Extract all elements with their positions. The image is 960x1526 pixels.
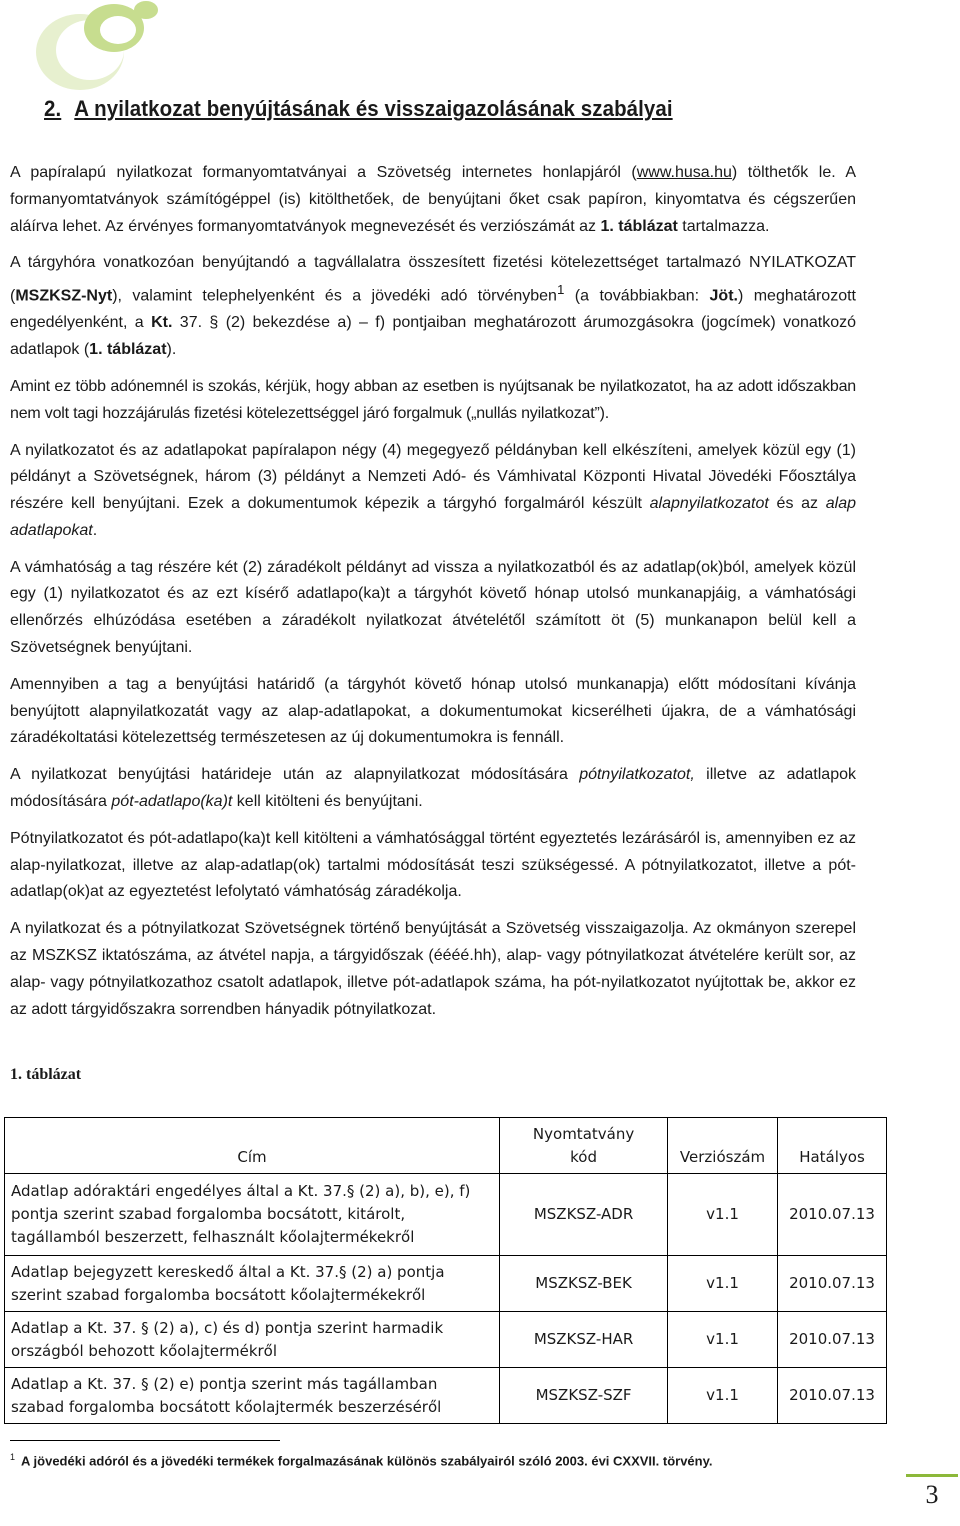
paragraph-2 — [10, 250, 856, 364]
row-effective: 2010.07.13 — [778, 1368, 887, 1424]
paragraph-1 — [10, 160, 856, 240]
p7-italic-1: pótnyilatkozatot, — [579, 766, 695, 784]
row-effective: 2010.07.13 — [778, 1174, 887, 1256]
section-number: 2. — [44, 96, 62, 121]
table-header-row — [5, 1118, 887, 1174]
row-version: v1.1 — [668, 1312, 778, 1368]
p7-text-c: kell kitölteni és benyújtani. — [232, 793, 423, 811]
paragraph-7 — [10, 762, 856, 816]
p1-text-a: A papíralapú nyilatkozat formanyomtatványai a Szövetség internetes honlapjáról ( — [10, 164, 637, 181]
footnote-mark: 1 — [10, 1452, 16, 1462]
p7-italic-2: pót-adatlapo(ka)t — [111, 793, 233, 811]
row-title: Adatlap a Kt. 37. § (2) e) pontja szerint más tagállamban szabad forgalomba bocsátott kőolajtermék beszerzéséről — [5, 1368, 500, 1424]
header-version: Verziószám — [668, 1118, 778, 1174]
p4-italic-1: alapnyilatkozatot — [649, 495, 769, 513]
table-row — [5, 1174, 887, 1256]
paragraph-6: Amennyiben a tag a benyújtási határidő (a tárgyhót követő hónap utolsó munkanapja) előtt módosítani kívánja benyújtott alapnyilatkozatát vagy az alap-adatlapokat, a dokumentumokat kicserélheti újakra, de a vámhatósági záradékoltatási kötelezettség természetesen az új dokumentumokra is fennáll. — [10, 675, 856, 747]
row-title: Adatlap adóraktári engedélyes által a Kt. 37.§ (2) a), b), e), f) pontja szerint szabad forgalomba bocsátott, kitárolt, tagállamból beszerzett, felhasznált kőolajtermékekről — [5, 1174, 500, 1256]
paragraph-4 — [10, 438, 856, 545]
p1-text-c: tartalmazza. — [677, 217, 770, 235]
page-number-accent — [906, 1474, 958, 1477]
p2-law-abbr: Jöt. — [709, 287, 738, 305]
p2-text-a: A tárgyhóra vonatkozóan benyújtandó a tagvállalatra összesített fizetési kötelezettséget tartalmazó NYILATKOZAT ( — [10, 254, 856, 305]
table-caption: 1. táblázat — [10, 1066, 82, 1083]
row-version: v1.1 — [668, 1256, 778, 1312]
section-heading — [44, 96, 862, 122]
row-title: Adatlap a Kt. 37. § (2) a), c) és d) pontja szerint harmadik országból behozott kőolajtermékről — [5, 1312, 500, 1368]
footnote — [10, 1452, 712, 1468]
green-circles-logo — [18, 0, 168, 92]
p2-form-code: MSZKSZ-Nyt — [15, 287, 113, 305]
paragraph-5: A vámhatóság a tag részére két (2) záradékolt példányt ad vissza a nyilatkozatból és az adatlap(ok)ból, amelyek közül egy (1) nyilatkozatot és az ezt kísérő adatlapo(ka)t a tárgyhót követő hónap utolsó munkanapjáig, a vámhatósági ellenőrzés elhúzódása esetében a záradékolt nyilatkozat átvételétől számított öt (5) munkanapon belül kell a Szövetségnek benyújtani. — [10, 558, 856, 657]
paragraph-8: Pótnyilatkozatot és pót-adatlapo(ka)t kell kitölteni a vámhatósággal történt egyeztetés lezárásáról is, amennyiben ez az alap-nyilatkozat, illetve az alap-adatlap(ok) tartalmi módosítását teszi szükségessé. A pótnyilatkozatot, illetve a pót-adatlap(ok)at az egyeztetést lefolytató vámhatóság záradékolja. — [10, 829, 856, 901]
p4-text-b: és az — [768, 495, 826, 513]
row-form-code: MSZKSZ-HAR — [500, 1312, 668, 1368]
row-form-code: MSZKSZ-SZF — [500, 1368, 668, 1424]
paragraph-3: Amint ez több adónemnél is szokás, kérjük, hogy abban az esetben is nyújtsanak be nyilatkozatot, ha az adott időszakban nem volt tagi hozzájárulás fizetési kötelezettséggel járó forgalmuk („nullás nyilatkozat”). — [10, 377, 856, 422]
header-effective: Hatályos — [778, 1118, 887, 1174]
page-number: 3 — [925, 1480, 939, 1509]
p2-text-c: (a továbbiakban: — [564, 287, 710, 305]
footnote-ref: 1 — [556, 282, 565, 298]
table-row — [5, 1312, 887, 1368]
section-title: A nyilatkozat benyújtásának és visszaigazolásának szabályai — [74, 96, 673, 121]
p4-text-c: . — [92, 521, 98, 539]
row-effective: 2010.07.13 — [778, 1312, 887, 1368]
footnote-text: A jövedéki adóról és a jövedéki termékek forgalmazásának különös szabályairól szóló 2003. évi CXXVII. törvény. — [21, 1453, 713, 1469]
p1-table-ref: 1. táblázat — [600, 217, 678, 235]
p2-kt-abbr: Kt. — [151, 314, 173, 332]
row-title: Adatlap bejegyzett kereskedő által a Kt. 37.§ (2) a) pontja szerint szabad forgalomba bocsátott kőolajtermékekről — [5, 1256, 500, 1312]
p2-table-ref: 1. táblázat — [89, 341, 167, 359]
p2-text-f: ). — [166, 341, 177, 359]
table-row — [5, 1368, 887, 1424]
row-version: v1.1 — [668, 1368, 778, 1424]
p2-text-e: 37. § (2) bekezdése a) – f) pontjaiban meghatározott árumozgásokra (jogcímek) vonatkozó adatlapok ( — [10, 314, 857, 359]
p1-text-b: ) tölthetők le. A formanyomtatványok számítógéppel (is) kitölthetőek, de benyújtani őket csak papíron, kinyomtatva és cégszerűen aláírva lehet. Az érvényes formanyomtatványok megnevezését és verziószámát az — [10, 164, 856, 235]
table-row — [5, 1256, 887, 1312]
footnote-separator — [10, 1440, 280, 1441]
row-effective: 2010.07.13 — [778, 1256, 887, 1312]
p7-text-a: A nyilatkozat benyújtási határideje után az alapnyilatkozat módosítására — [10, 766, 580, 784]
body-text — [10, 160, 856, 1033]
row-form-code: MSZKSZ-ADR — [500, 1174, 668, 1256]
p7-text-b: illetve az adatlapok módosítására — [10, 766, 857, 811]
header-form-code: Nyomtatvány kód — [500, 1118, 668, 1174]
p2-text-b: ), valamint telephelyenként és a jövedéki adó törvényben — [112, 287, 557, 305]
paragraph-9: A nyilatkozat és a pótnyilatkozat Szövetségnek történő benyújtását a Szövetség visszaigazolja. Az okmányon szerepel az MSZKSZ iktatószáma, az átvétel napja, a tárgyidőszak (éééé.hh), alap- vagy pótnyilatkozat átvételére került sor, az alap- vagy pótnyilatkozathoz csatolt adatlapok, illetve pót-adatlapok száma, ha pót-nyilatkozatot nyújtottak be, akkor ez az adott tárgyidőszakra sorrendben hányadik pótnyilatkozat. — [10, 920, 856, 1018]
row-version: v1.1 — [668, 1174, 778, 1256]
website-link[interactable]: www.husa.hu — [636, 164, 732, 181]
row-form-code: MSZKSZ-BEK — [500, 1256, 668, 1312]
p4-text-a: A nyilatkozatot és az adatlapokat papíralapon négy (4) megegyező példányban kell elkészíteni, amelyek közül egy (1) példányt a Szövetségnek, három (3) példányt a Nemzeti Adó- és Vámhivatal Központi Hivatal Jövedéki Főosztálya részére kell benyújtani. Ezek a dokumentumok képezik a tárgyhó forgalmáról készült — [10, 441, 856, 513]
header-title: Cím — [5, 1118, 500, 1174]
p4-italic-2: alap adatlapokat — [10, 495, 856, 539]
p2-text-d: ) meghatározott engedélyenként, a — [10, 287, 856, 332]
forms-table — [4, 1117, 887, 1424]
